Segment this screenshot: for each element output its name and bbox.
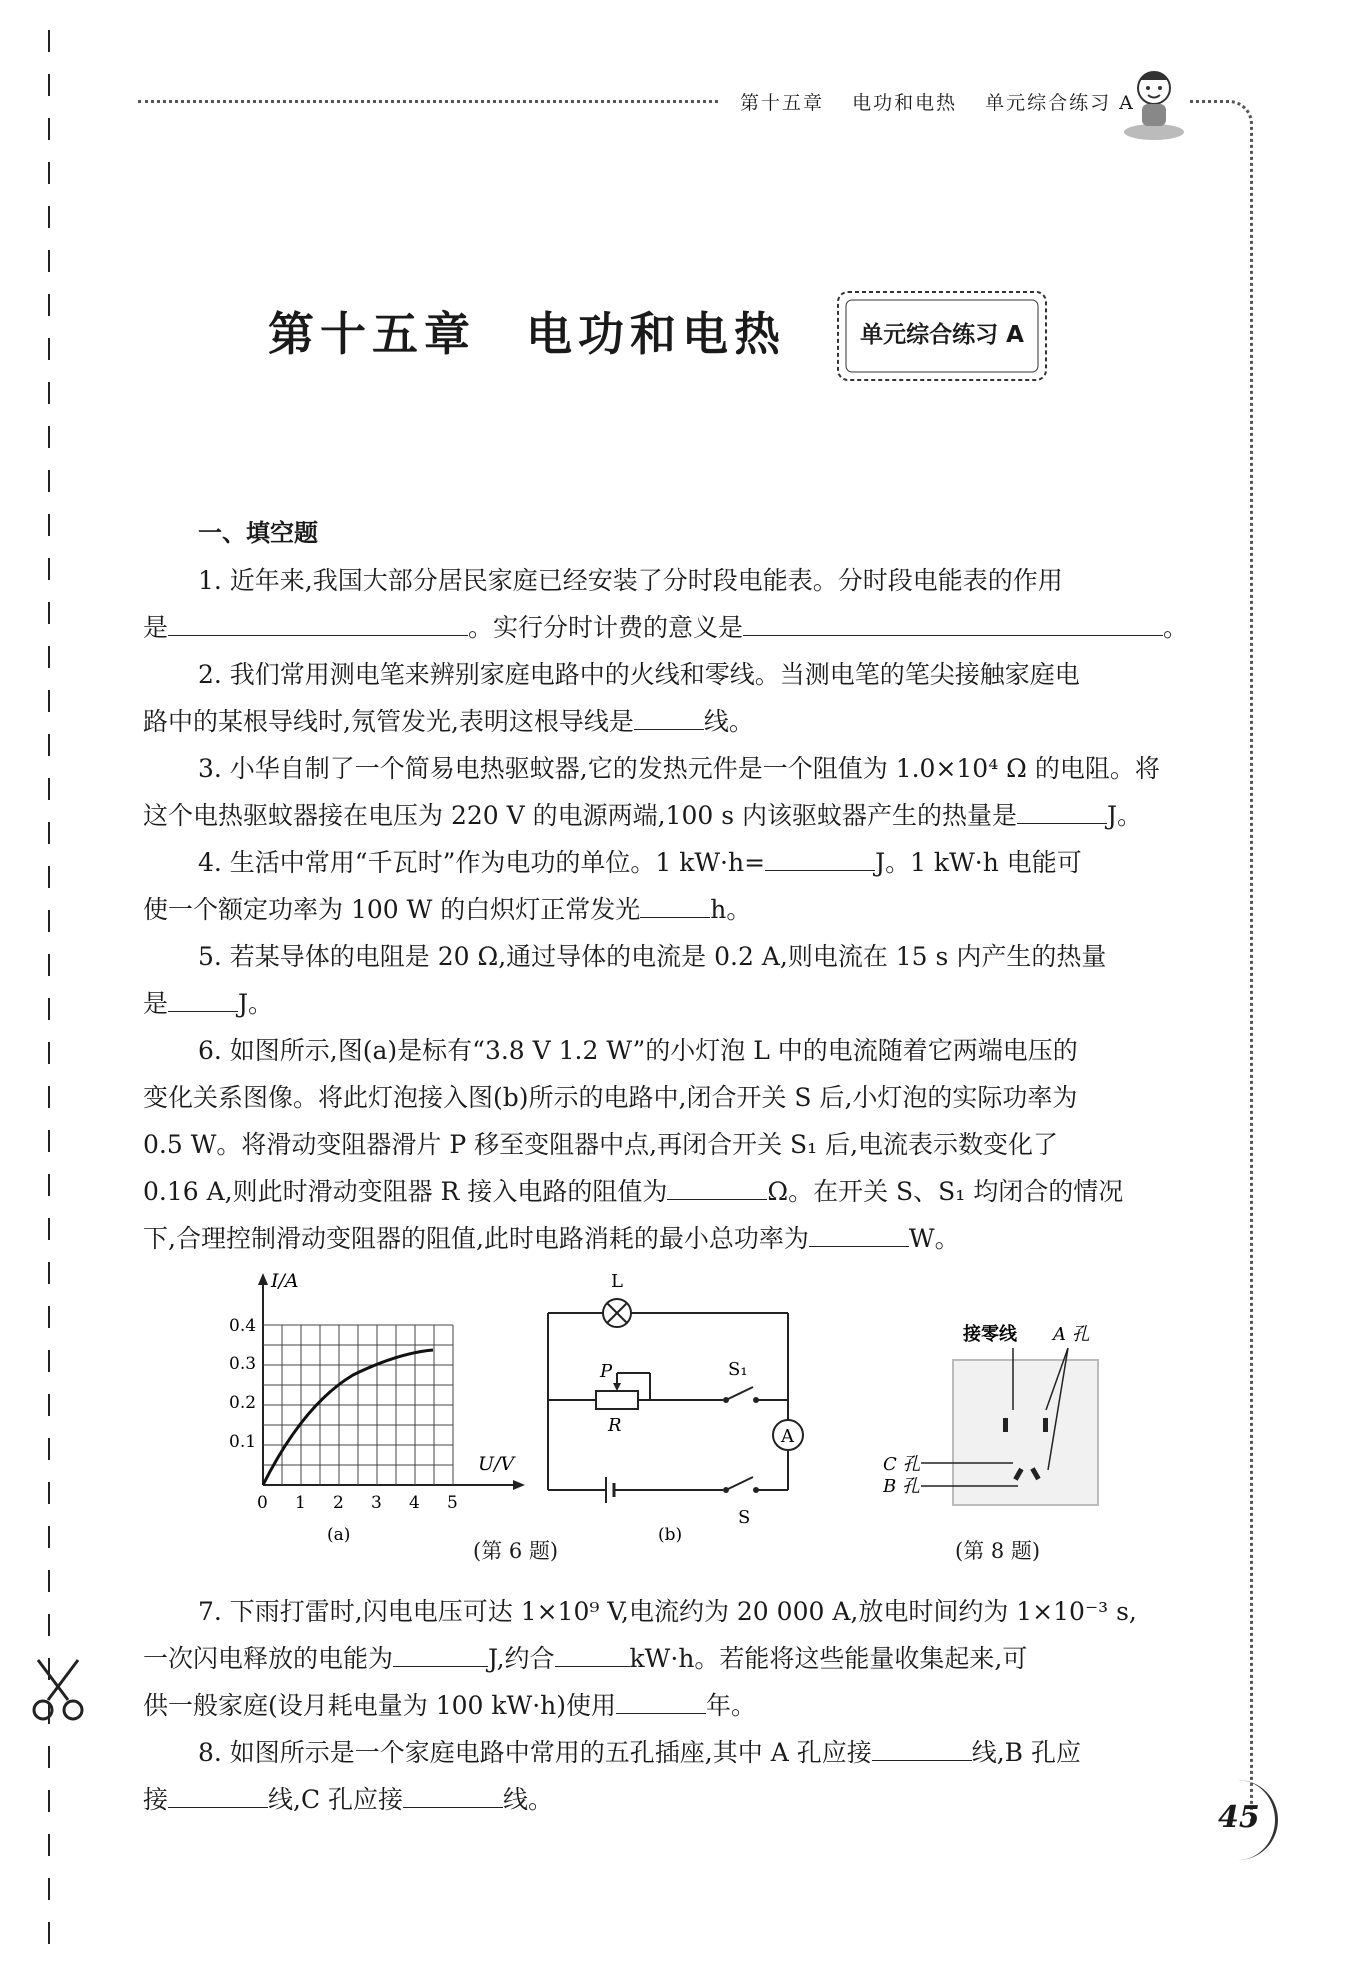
question-4: 4. 生活中常用“千瓦时”作为电功的单位。1 kW·h= J。1 kW·h 电能可 使一个额定功率为 100 W 的白炽灯正常发光 h。 <box>143 839 1193 933</box>
answer-blank[interactable] <box>616 1685 706 1714</box>
x-tick: 0 <box>257 1493 268 1513</box>
circuit-diagram <box>538 1265 838 1565</box>
q6-figure-caption: (第 6 题) <box>473 1539 559 1563</box>
question-8: 8. 如图所示是一个家庭电路中常用的五孔插座,其中 A 孔应接 线,B 孔应 接 线,C 孔应接 线。 <box>143 1729 1193 1823</box>
switch-s1-icon <box>726 1387 753 1400</box>
rheostat-label: R <box>608 1415 622 1436</box>
hole-a-label: A 孔 <box>1053 1324 1090 1345</box>
scissors-icon <box>28 1655 88 1725</box>
chapter-topic: 电功和电热 <box>526 307 786 361</box>
answer-blank[interactable] <box>168 1779 268 1808</box>
neutral-wire-label: 接零线 <box>963 1324 1017 1345</box>
mascot-icon <box>1118 62 1190 142</box>
question-1: 1. 近年来,我国大部分居民家庭已经安装了分时段电能表。分时段电能表的作用 是 。实行分时计费的意义是 。 <box>143 566 1189 642</box>
question-6: 6. 如图所示,图(a)是标有“3.8 V 1.2 W”的小灯泡 L 中的电流随着它两端电压的 变化关系图像。将此灯泡接入图(b)所示的电路中,闭合开关 S 后,小灯泡的实际功率为 0.5 W。将滑动变阻器滑片 P 移至变阻器中点,再闭合开关 S₁ 后,电流表示数变化了 0.16 A,则此时滑动变阻器 R 接入电路的阻值为 Ω。在开关 S、S₁ 均闭合的情况 下,合理控制滑动变阻器的阻值,此时电路消耗的最小总功率为 W。 <box>143 1036 1124 1253</box>
x-tick: 5 <box>447 1493 458 1513</box>
figure-a-caption: (a) <box>327 1525 351 1545</box>
section-heading: 一、填空题 <box>198 519 318 547</box>
page-number: 45 <box>1218 1800 1260 1835</box>
socket-diagram <box>883 1310 1103 1540</box>
answer-blank[interactable] <box>765 842 875 871</box>
answer-blank[interactable] <box>168 983 238 1012</box>
x-tick: 1 <box>295 1493 306 1513</box>
socket-plate <box>953 1360 1098 1505</box>
y-tick: 0.3 <box>229 1354 257 1374</box>
answer-blank[interactable] <box>743 607 1163 636</box>
iv-graph <box>223 1265 553 1565</box>
question-3: 3. 小华自制了一个简易电热驱蚊器,它的发热元件是一个阻值为 1.0×10⁴ Ω 的电阻。将 这个电热驱蚊器接在电压为 220 V 的电源两端,100 s 内该驱蚊器产生的热量是 J。 <box>143 754 1160 830</box>
x-tick: 4 <box>409 1493 420 1513</box>
switch-s-icon <box>726 1477 753 1490</box>
lamp-label: L <box>611 1271 623 1292</box>
chapter-number: 第十五章 <box>268 307 476 361</box>
answer-blank[interactable] <box>168 607 468 636</box>
answer-blank[interactable] <box>1017 795 1107 824</box>
page-border <box>1190 100 1253 1823</box>
x-axis-label: U/V <box>478 1453 515 1475</box>
answer-blank[interactable] <box>555 1638 630 1667</box>
switch-s1-label: S₁ <box>728 1359 748 1380</box>
header-chapter: 第十五章 <box>740 92 825 114</box>
answer-blank[interactable] <box>403 1779 503 1808</box>
x-tick: 2 <box>333 1493 344 1513</box>
questions <box>143 510 1193 1262</box>
y-axis-label: I/A <box>271 1270 299 1292</box>
figures-row <box>143 1265 1193 1565</box>
header-rule <box>138 100 718 103</box>
running-header <box>740 88 1155 115</box>
answer-blank[interactable] <box>634 701 704 730</box>
header-exercise: 单元综合练习 A <box>985 92 1135 114</box>
answer-blank[interactable] <box>667 1171 767 1200</box>
exercise-label-box <box>832 286 1052 386</box>
answer-blank[interactable] <box>809 1218 909 1247</box>
x-tick: 3 <box>371 1493 382 1513</box>
questions-continued <box>143 1588 1193 1823</box>
y-tick: 0.4 <box>229 1316 257 1336</box>
question-7: 7. 下雨打雷时,闪电电压可达 1×10⁹ V,电流约为 20 000 A,放电时间约为 1×10⁻³ s, 一次闪电释放的电能为 J,约合 kW·h。若能将这些能量收集起来,可 供一般家庭(设月耗电量为 100 kW·h)使用 年。 <box>143 1597 1137 1720</box>
rheostat-icon <box>596 1391 638 1409</box>
answer-blank[interactable] <box>640 889 710 918</box>
y-tick: 0.1 <box>229 1432 257 1452</box>
y-tick: 0.2 <box>229 1393 257 1413</box>
chapter-title <box>268 298 786 364</box>
answer-blank[interactable] <box>872 1732 972 1761</box>
hole-b-label: B 孔 <box>883 1476 920 1497</box>
question-2: 2. 我们常用测电笔来辨别家庭电路中的火线和零线。当测电笔的笔尖接触家庭电 路中的某根导线时,氖管发光,表明这根导线是 线。 <box>143 660 1080 736</box>
hole-c-label: C 孔 <box>883 1454 921 1475</box>
question-5: 5. 若某导体的电阻是 20 Ω,通过导体的电流是 0.2 A,则电流在 15 s 内产生的热量 是 J。 <box>143 942 1107 1018</box>
ammeter-label: A <box>781 1426 794 1447</box>
header-topic: 电功和电热 <box>852 92 958 114</box>
q8-figure-caption: (第 8 题) <box>955 1539 1041 1563</box>
slider-label: P <box>600 1361 613 1382</box>
figure-b-caption: (b) <box>658 1525 683 1545</box>
switch-s-label: S <box>738 1507 751 1528</box>
exercise-label: 单元综合练习 A <box>860 322 1024 348</box>
answer-blank[interactable] <box>393 1638 488 1667</box>
